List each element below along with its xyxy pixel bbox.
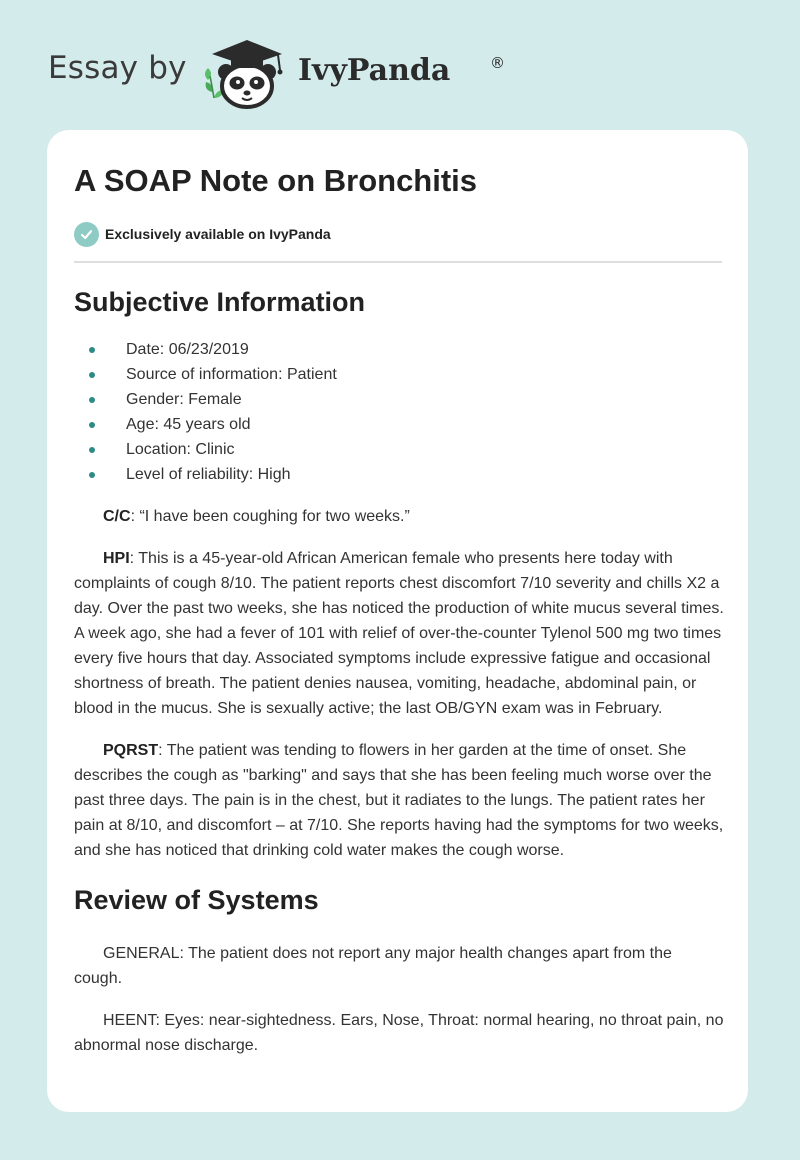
- pqrst-label: PQRST: [103, 742, 159, 759]
- registered-mark: ®: [490, 54, 505, 72]
- list-item-text: Age: 45 years old: [126, 416, 251, 433]
- pqrst-paragraph: [74, 738, 724, 863]
- bullet-icon: [89, 447, 95, 453]
- list-item: [74, 462, 724, 487]
- ros-general-paragraph: GENERAL: The patient does not report any major health changes apart from the cough.: [74, 945, 672, 987]
- list-item: [74, 412, 724, 437]
- section-heading-subjective: Subjective Information: [74, 287, 366, 317]
- ivypanda-logo-icon[interactable]: [200, 36, 292, 110]
- hpi-label: HPI: [103, 550, 130, 567]
- hpi-paragraph: [74, 546, 724, 721]
- brand-header: [48, 36, 505, 110]
- pqrst-text: : The patient was tending to flowers in her garden at the time of onset. She describes the cough as "barking" and says that she has been feeling much worse over the past three days. The pain is in the chest, but it radiates to the lungs. The patient rates her pain at 8/10, and discomfort – at 7/10. She reports having had the symptoms for two weeks, and she has noticed that drinking cold water makes the cough worse.: [74, 742, 724, 859]
- title-divider: [74, 261, 722, 263]
- bullet-icon: [89, 397, 95, 403]
- essay-body: [74, 280, 724, 1058]
- list-item: [74, 337, 724, 362]
- bullet-icon: [89, 422, 95, 428]
- bullet-icon: [89, 472, 95, 478]
- check-circle-icon: [74, 222, 99, 247]
- exclusive-label: Exclusively available on IvyPanda: [105, 226, 331, 242]
- essay-card: [47, 130, 748, 1112]
- section-heading-review-of-systems: Review of Systems: [74, 885, 319, 915]
- list-item-text: Location: Clinic: [126, 441, 235, 458]
- cc-text: : “I have been coughing for two weeks.”: [130, 508, 410, 525]
- bullet-icon: [89, 372, 95, 378]
- page-title: A SOAP Note on Bronchitis: [74, 163, 478, 198]
- hpi-text: : This is a 45-year-old African American female who presents here today with complaints of cough 8/10. The patient reports chest discomfort 7/10 severity and chills X2 a day. Over the past two weeks, she has noticed the production of white mucus several times. A week ago, she had a fever of 101 with relief of over-the-counter Tylenol 500 mg two times every five hours that day. Associated symptoms include expressive fatigue and occasional shortness of breath. The patient denies nausea, vomiting, headache, abdominal pain, or blood in the mucus. She is sexually active; the last OB/GYN exam was in February.: [74, 550, 724, 717]
- subjective-info-list: [74, 337, 724, 487]
- list-item-text: Source of information: Patient: [126, 366, 337, 383]
- ros-heent-paragraph: HEENT: Eyes: near-sightedness. Ears, Nose, Throat: normal hearing, no throat pain, no abnormal nose discharge.: [74, 1012, 724, 1054]
- list-item-text: Date: 06/23/2019: [126, 341, 249, 358]
- list-item: [74, 362, 724, 387]
- brand-name[interactable]: IvyPanda: [298, 53, 451, 88]
- brand-prefix: Essay by: [48, 50, 187, 86]
- list-item-text: Gender: Female: [126, 391, 242, 408]
- list-item: [74, 387, 724, 412]
- list-item-text: Level of reliability: High: [126, 466, 291, 483]
- bullet-icon: [89, 347, 95, 353]
- cc-label: C/C: [103, 508, 131, 525]
- list-item: [74, 437, 724, 462]
- chief-complaint-paragraph: [74, 504, 724, 529]
- exclusive-badge: [74, 221, 331, 247]
